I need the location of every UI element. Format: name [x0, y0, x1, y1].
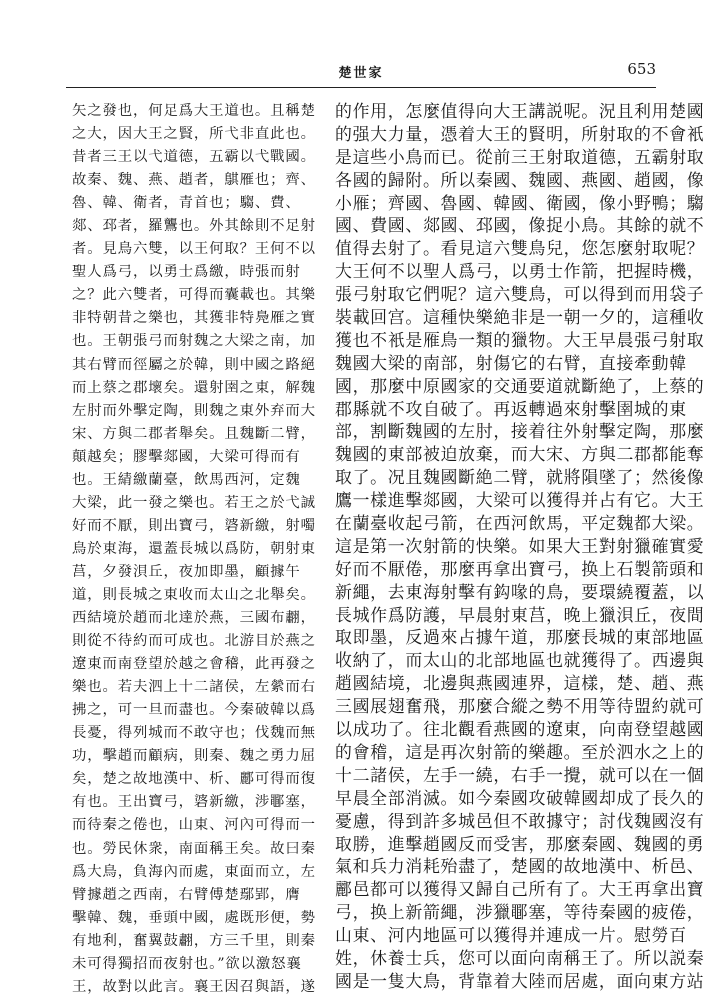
text-line: 宋、方與二郡者舉矣。且魏斷二臂， — [72, 425, 316, 442]
text-line: 大梁，此一發之樂也。若王之於弋誠 — [72, 494, 316, 511]
text-line: 西結境於趙而北達於燕，三國布䎘， — [72, 610, 316, 627]
text-line: 有也。王出寶弓，碆新繳，涉鄳塞， — [72, 794, 316, 811]
text-line: 則從不待約而可成也。北游目於燕之 — [72, 633, 316, 650]
text-line: 樂也。若夫泗上十二諸侯，左縈而右 — [72, 679, 316, 696]
text-line: 擊韓、魏，垂頭中國，處既形便，勢 — [72, 909, 316, 926]
classical-text-column — [72, 100, 320, 999]
text-line: 魏國大梁的南部，射傷它的右臂，直接牽動韓 — [335, 352, 687, 373]
text-line: 顛越矣；膠擊郯國，大梁可得而有 — [72, 448, 301, 465]
text-line: 而待秦之倦也，山東、河內可得而一 — [72, 817, 316, 834]
text-line: 各國的歸附。所以秦國、魏國、燕國、趙國，像 — [335, 169, 705, 190]
text-line: 山東、河内地區可以獲得并連成一片。慰勞百 — [335, 925, 687, 946]
text-line: 姓，休養士兵，您可以面向南稱王了。所以説秦 — [335, 947, 705, 968]
text-line: 張弓射取它們呢？這六雙鳥，可以得到而用袋子 — [335, 284, 705, 305]
text-line: 好而不厭倦，那麼再拿出寶弓，换上石製箭頭和 — [335, 558, 705, 579]
text-line: 大王何不以聖人爲弓，以勇士作箭，把握時機， — [335, 261, 705, 282]
text-line: 趙國結境，北邊與燕國連界，這樣，楚、趙、燕 — [335, 673, 705, 694]
text-line: 有地利，奮翼鼓䎘，方三千里，則秦 — [72, 932, 316, 949]
text-line: 酈邑都可以獲得又歸自己所有了。大王再拿出寶 — [335, 879, 705, 900]
text-line: 莒，夕發浿丘，夜加即墨，顧據午 — [72, 563, 301, 580]
header-rule — [66, 87, 656, 88]
text-line: 國、費國、郯國、邳國，像捉小鳥。其餘的就不 — [335, 215, 705, 236]
text-line: 在蘭臺收起弓箭，在西河飲馬，平定魏都大梁。 — [335, 513, 705, 534]
text-line: 三國展翅奮飛，那麼合縱之勢不用等待盟約就可 — [335, 696, 705, 717]
text-line: 郡縣就不攻自破了。再返轉過來射擊圉城的東 — [335, 398, 687, 419]
text-line: 遼東而南登望於越之會稽，此再發之 — [72, 656, 316, 673]
text-line: 的强大力量，憑着大王的賢明，所射取的不會衹 — [335, 123, 705, 144]
text-line: 臂據趙之西南，右臂傅楚鄢郢，膺 — [72, 886, 301, 903]
text-line: 功，擊趙而顧病，則秦、魏之勇力屈 — [72, 748, 316, 765]
text-line: 之？此六雙者，可得而囊載也。其樂 — [72, 287, 316, 304]
chapter-title: 楚世家 — [338, 66, 384, 81]
text-line: 長城作爲防護，早晨射東莒，晚上獵浿丘，夜間 — [335, 604, 705, 625]
text-line: 也。勞民休衆，南面稱王矣。故曰秦 — [72, 840, 316, 857]
text-line: 非特朝昔之樂也，其獲非特鳧雁之實 — [72, 310, 316, 327]
text-line: 故秦、魏、燕、趙者，鶀雁也；齊、 — [72, 172, 316, 189]
text-line: 王，故對以此言。襄王因召與語，遂 — [72, 978, 316, 995]
text-line: 郯、邳者，羅鸗也。外其餘則不足射 — [72, 218, 316, 235]
text-line: 魯、韓、衛者，青首也；騶、費、 — [72, 195, 301, 212]
text-line: 而上蔡之郡壞矣。還射圉之東，解魏 — [72, 379, 316, 396]
text-line: 以成功了。往北觀看燕國的遼東，向南登望越國 — [335, 719, 705, 740]
text-line: 未可得獨招而夜射也。”欲以激怒襄 — [72, 955, 302, 972]
text-line: 憂慮，得到許多城邑但不敢據守；討伐魏國沒有 — [335, 810, 705, 831]
text-line: 獲也不衹是雁鳥一類的獵物。大王早晨張弓射取 — [335, 329, 705, 350]
text-line: 昔者三王以弋道德，五霸以弋戰國。 — [72, 149, 316, 166]
running-header — [66, 58, 656, 84]
text-line: 其右臂而徑屬之於韓，則中國之路絕 — [72, 356, 316, 373]
text-line: 值得去射了。看見這六雙鳥兒，您怎麼射取呢？ — [335, 238, 705, 259]
translation-text-column — [335, 100, 705, 993]
text-line: 氣和兵力消耗殆盡了，楚國的故地漢中、析邑、 — [335, 856, 705, 877]
text-line: 魏國的東部被迫放棄，而大宋、方與二郡都能奪 — [335, 444, 705, 465]
text-line: 拂之，可一旦而盡也。今秦破韓以爲 — [72, 702, 316, 719]
text-line: 長憂，得列城而不敢守也；伐魏而無 — [72, 725, 316, 742]
text-line: 鷹一樣進擊郯國，大梁可以獲得并占有它。大王 — [335, 490, 705, 511]
text-line: 者。見鳥六雙，以王何取？王何不以 — [72, 241, 316, 258]
text-line: 早晨全部消滅。如今秦國攻破韓國却成了長久的 — [335, 787, 705, 808]
text-line: 部，割斷魏國的左肘，接着往外射擊定陶，那麼 — [335, 421, 705, 442]
text-line: 爲大鳥，負海內而處，東面而立，左 — [72, 863, 316, 880]
text-line: 新繩，去東海射擊有鈎喙的鳥，要環繞覆蓋，以 — [335, 581, 705, 602]
text-line: 這是第一次射箭的快樂。如果大王對射獵確實愛 — [335, 535, 705, 556]
text-line: 也。王綪繳蘭臺，飲馬西河，定魏 — [72, 471, 301, 488]
text-line: 小雁；齊國、魯國、韓國、衛國，像小野鴨；騶 — [335, 192, 705, 213]
text-line: 的會稽，這是再次射箭的樂趣。至於泗水之上的 — [335, 741, 705, 762]
text-line: 左肘而外擊定陶，則魏之東外弃而大 — [72, 402, 316, 419]
text-line: 取勝，進擊趙國反而受害，那麼秦國、魏國的勇 — [335, 833, 705, 854]
text-line: 也。王朝張弓而射魏之大梁之南，加 — [72, 333, 316, 350]
text-line: 國是一隻大鳥，背靠着大陸而居處，面向東方站 — [335, 970, 705, 991]
text-line: 是這些小鳥而已。從前三王射取道德，五霸射取 — [335, 146, 705, 167]
text-line: 之大，因大王之賢，所弋非直此也。 — [72, 126, 316, 143]
page-number: 653 — [627, 60, 656, 78]
text-line: 聖人爲弓，以勇士爲繳，時張而射 — [72, 264, 301, 281]
text-line: 裝載回宫。這種快樂絶非是一朝一夕的，這種收 — [335, 307, 705, 328]
text-line: 取了。况且魏國斷絶二臂，就將隕墜了；然後像 — [335, 467, 705, 488]
text-line: 國，那麼中原國家的交通要道就斷絶了，上蔡的 — [335, 375, 705, 396]
text-line: 好而不厭，則出寶弓，碆新繳，射噣 — [72, 517, 316, 534]
text-line: 收納了，而太山的北部地區也就獲得了。西邊與 — [335, 650, 705, 671]
text-line: 弓，换上新箭繩，涉獵鄳塞，等待秦國的疲倦， — [335, 902, 705, 923]
text-line: 矣，楚之故地漢中、析、酈可得而復 — [72, 771, 316, 788]
text-line: 鳥於東海，還蓋長城以爲防，朝射東 — [72, 540, 316, 557]
text-line: 矢之發也，何足爲大王道也。且稱楚 — [72, 103, 316, 119]
text-line: 的作用，怎麼值得向大王講説呢。況且利用楚國 — [335, 101, 705, 121]
text-line: 十二諸侯，左手一繞，右手一攪，就可以在一個 — [335, 764, 705, 785]
text-line: 道，則長城之東收而太山之北舉矣。 — [72, 586, 316, 603]
text-line: 取即墨，反過來占據午道，那麼長城的東部地區 — [335, 627, 705, 648]
